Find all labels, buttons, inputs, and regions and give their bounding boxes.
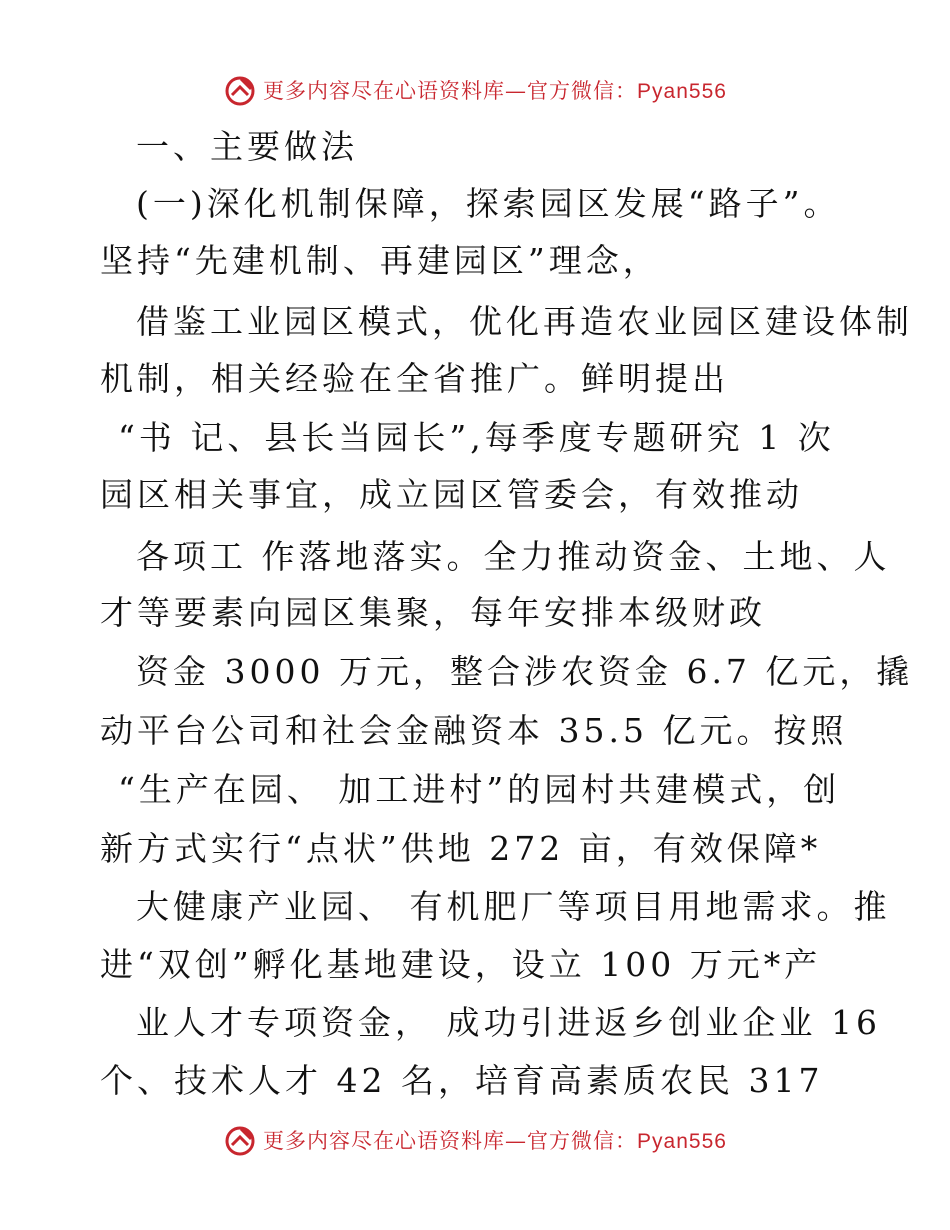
paragraph-line: 才等要素向园区集聚，每年安排本级财政 xyxy=(100,593,766,632)
watermark-text: 更多内容尽在心语资料库—官方微信：Pyan556 xyxy=(263,79,727,103)
paragraph-line: 资金 3000 万元，整合涉农资金 6.7 亿元，撬 xyxy=(136,652,914,691)
paragraph-line: 园区相关事宜，成立园区管委会，有效推动 xyxy=(100,475,803,514)
paragraph-line: 机制，相关经验在全省推广。鲜明提出 xyxy=(100,359,729,398)
paragraph-line: 各项工 作落地落实。全力推动资金、土地、人 xyxy=(136,537,891,576)
section-heading: 一、主要做法 xyxy=(136,127,358,166)
paragraph-line: 借鉴工业园区模式，优化再造农业园区建设体制 xyxy=(136,302,913,341)
watermark-footer xyxy=(0,1120,950,1160)
paragraph-line: 个、技术人才 42 名，培育高素质农民 317 xyxy=(100,1061,824,1100)
book-pen-logo-icon xyxy=(223,73,257,107)
watermark-header xyxy=(0,70,950,110)
paragraph-line: 坚持“先建机制、再建园区”理念， xyxy=(100,241,660,280)
subsection-heading: (一)深化机制保障，探索园区发展“路子”。 xyxy=(136,184,841,223)
paragraph-line: “生产在园、 加工进村”的园村共建模式，创 xyxy=(118,770,841,809)
paragraph-line: 业人才专项资金， 成功引进返乡创业企业 16 xyxy=(136,1003,881,1042)
paragraph-line: 大健康产业园、 有机肥厂等项目用地需求。推 xyxy=(136,887,891,926)
book-pen-logo-icon xyxy=(223,1123,257,1157)
watermark-text: 更多内容尽在心语资料库—官方微信：Pyan556 xyxy=(263,1129,727,1153)
paragraph-line: 动平台公司和社会金融资本 35.5 亿元。按照 xyxy=(100,711,848,750)
paragraph-line: 进“双创”孵化基地建设，设立 100 万元*产 xyxy=(100,945,822,984)
paragraph-line: “书 记、县长当园长”,每季度专题研究 1 次 xyxy=(118,418,835,457)
paragraph-line: 新方式实行“点状”供地 272 亩，有效保障* xyxy=(100,829,822,868)
